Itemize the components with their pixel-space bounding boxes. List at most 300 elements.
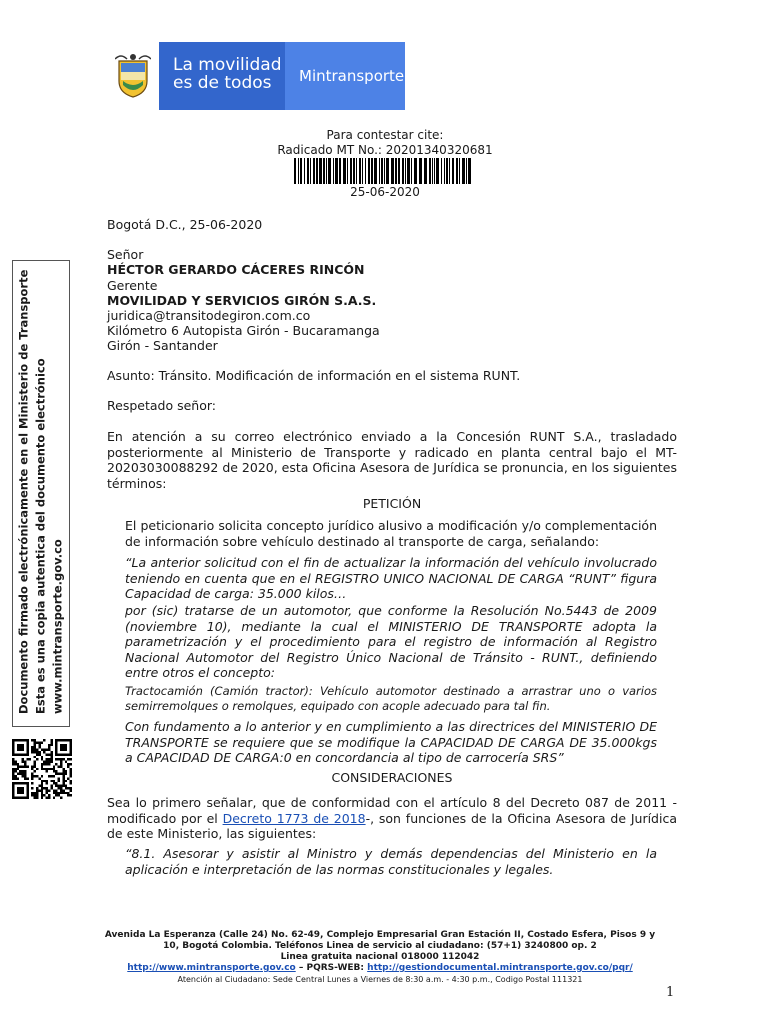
- qr-module: [65, 773, 67, 775]
- cite-date: 25-06-2020: [350, 185, 420, 199]
- qr-module: [53, 797, 55, 799]
- qr-module: [67, 763, 69, 765]
- qr-module: [12, 758, 14, 760]
- barcode-bar: [446, 158, 448, 184]
- barcode-bar: [432, 158, 433, 184]
- qr-module: [58, 773, 60, 775]
- consideraciones-heading: CONSIDERACIONES: [331, 770, 453, 785]
- barcode-bar: [414, 158, 417, 184]
- qr-module: [41, 758, 43, 760]
- qr-module: [31, 775, 33, 777]
- qr-module: [41, 787, 43, 789]
- barcode-bar: [313, 158, 315, 184]
- qr-module: [34, 761, 36, 763]
- qr-module: [26, 758, 28, 760]
- recipient-email: juridica@transitodegiron.com.co: [107, 308, 311, 323]
- qr-module: [43, 787, 45, 789]
- barcode-bar: [319, 158, 322, 184]
- barcode-bar: [419, 158, 422, 184]
- qr-module: [53, 775, 55, 777]
- qr-module: [67, 758, 69, 760]
- qr-module: [48, 758, 50, 760]
- qr-module: [31, 773, 33, 775]
- qr-module: [34, 739, 36, 741]
- qr-module: [34, 746, 36, 748]
- qr-module: [38, 741, 40, 743]
- qr-module: [67, 794, 69, 796]
- qr-module: [48, 768, 50, 770]
- qr-module: [31, 751, 33, 753]
- barcode-bar: [368, 158, 370, 184]
- qr-module: [31, 768, 33, 770]
- barcode-bar: [316, 158, 318, 184]
- qr-module: [38, 746, 40, 748]
- barcode-bar: [411, 158, 412, 184]
- qr-module: [55, 773, 57, 775]
- qr-module: [14, 763, 16, 765]
- qr-module: [12, 775, 14, 777]
- subject: Asunto: Tránsito. Modificación de información en el sistema RUNT.: [107, 368, 521, 383]
- qr-module: [50, 758, 52, 760]
- consid-text-1: Sea lo primero señalar, que de conformidad con el artículo 8 del Decreto 087 de 2011 -modificado por el: [107, 795, 677, 826]
- greeting: Respetado señor:: [107, 398, 216, 413]
- stamp-line-2: Esta es una copia autentica del documento electrónico: [33, 357, 48, 714]
- website-link[interactable]: http://www.mintransporte.gov.co: [127, 963, 296, 973]
- qr-module: [19, 770, 21, 772]
- barcode-bar: [310, 158, 311, 184]
- qr-module: [17, 773, 19, 775]
- qr-module: [17, 763, 19, 765]
- quote-1: “La anterior solicitud con el fin de actualizar la información del vehículo involucrado teniendo en cuenta que en el REGISTRO UNICO NACIONAL DE CARGA “RUNT” figura Capacidad de carga: 35.000 kilos…: [125, 555, 657, 601]
- qr-module: [36, 741, 38, 743]
- qr-module: [17, 765, 19, 767]
- qr-module: [29, 758, 31, 760]
- qr-module: [50, 741, 52, 743]
- qr-module: [60, 792, 62, 794]
- qr-module: [46, 768, 48, 770]
- barcode-bar: [353, 158, 355, 184]
- qr-module: [36, 797, 38, 799]
- stamp-line-1: Documento firmado electrónicamente en el Ministerio de Transporte: [16, 269, 31, 714]
- qr-module: [70, 787, 72, 789]
- qr-module: [48, 761, 50, 763]
- qr-module: [60, 789, 62, 791]
- qr-module: [31, 794, 33, 796]
- barcode-bar: [350, 158, 352, 184]
- qr-module: [46, 787, 48, 789]
- footer-phone: Linea gratuita nacional 018000 112042: [280, 952, 480, 962]
- qr-module: [14, 775, 16, 777]
- qr-module: [24, 763, 26, 765]
- recipient-company: MOVILIDAD Y SERVICIOS GIRÓN S.A.S.: [107, 293, 377, 308]
- qr-module: [31, 787, 33, 789]
- barcode-bar: [356, 158, 357, 184]
- qr-module: [50, 739, 52, 741]
- barcode-bar: [395, 158, 397, 184]
- qr-module: [48, 794, 50, 796]
- qr-module: [22, 773, 24, 775]
- qr-module: [58, 785, 60, 787]
- place-date: Bogotá D.C., 25-06-2020: [107, 217, 263, 232]
- barcode-bar: [298, 158, 299, 184]
- footer-links: [100, 963, 660, 974]
- qr-module: [65, 785, 67, 787]
- barcode-bar: [407, 158, 410, 184]
- qr-module: [70, 794, 72, 796]
- barcode-bar: [466, 158, 467, 184]
- qr-module: [58, 787, 60, 789]
- qr-module: [36, 775, 38, 777]
- qr-module: [60, 797, 62, 799]
- brand-name: Mintransporte: [285, 42, 405, 110]
- qr-module: [17, 744, 24, 751]
- barcode-bar: [405, 158, 406, 184]
- barcode-bar: [335, 158, 338, 184]
- qr-module: [22, 775, 24, 777]
- qr-module: [65, 787, 67, 789]
- qr-module: [38, 785, 40, 787]
- qr-module: [65, 770, 67, 772]
- qr-module: [62, 770, 64, 772]
- footer-address-1: Avenida La Esperanza (Calle 24) No. 62-49, Complejo Empresarial Gran Estación II, Costado Esfera, Pisos 9 y: [104, 930, 656, 940]
- qr-module: [17, 787, 24, 794]
- qr-module: [36, 787, 38, 789]
- qr-module: [24, 761, 26, 763]
- qr-module: [58, 758, 60, 760]
- qr-module: [24, 770, 26, 772]
- qr-module: [50, 744, 52, 746]
- qr-module: [24, 775, 26, 777]
- qr-module: [46, 753, 48, 755]
- qr-module: [43, 780, 45, 782]
- qr-module: [50, 775, 52, 777]
- qr-module: [19, 773, 21, 775]
- qr-module: [50, 787, 52, 789]
- slogan-box: [159, 42, 285, 110]
- qr-module: [60, 773, 62, 775]
- qr-module: [24, 765, 26, 767]
- qr-module: [48, 753, 50, 755]
- quote-2: por (sic) tratarse de un automotor, que conforme la Resolución No.5443 de 2009 (noviembre 10), mediante la cual el MINISTERIO DE TRANSPORTE adopta la parametrización y el procedimiento para el registro de información al Registro Nacional Automotor del Registro Único Nacional de Tránsito - RUNT., definiendo entre otros el concepto:: [125, 603, 657, 680]
- qr-module: [55, 758, 57, 760]
- qr-module: [62, 792, 64, 794]
- qr-module: [41, 794, 43, 796]
- barcode-bar: [452, 158, 454, 184]
- radicado-number: Radicado MT No.: 20201340320681: [277, 143, 493, 157]
- barcode-bar: [374, 158, 377, 184]
- qr-module: [70, 780, 72, 782]
- barcode-bar: [359, 158, 361, 184]
- qr-module: [12, 763, 14, 765]
- colombia-coat-of-arms-icon: [107, 42, 159, 110]
- qr-module: [22, 765, 24, 767]
- qr-module: [41, 765, 43, 767]
- quote-3: Tractocamión (Camión tractor): Vehículo automotor destinado a arrastrar uno o varios semirremolques o remolques, equipado con acople adecuado para tal fin.: [125, 684, 657, 713]
- qr-module: [36, 789, 38, 791]
- qr-module: [60, 765, 62, 767]
- qr-module: [50, 780, 52, 782]
- qr-module: [46, 789, 48, 791]
- qr-module: [41, 792, 43, 794]
- qr-module: [36, 751, 38, 753]
- peticion-heading: PETICIÓN: [362, 496, 422, 511]
- qr-module: [53, 780, 55, 782]
- qr-module: [12, 761, 14, 763]
- barcode-bar: [307, 158, 309, 184]
- qr-module: [41, 749, 43, 751]
- qr-module: [12, 777, 14, 779]
- qr-module: [50, 785, 52, 787]
- qr-module: [62, 789, 64, 791]
- stamp-line-3: www.mintransporte.gov.co: [50, 538, 65, 714]
- barcode-bar: [468, 158, 471, 184]
- qr-module: [70, 763, 72, 765]
- pqrs-link[interactable]: http://gestiondocumental.mintransporte.gov.co/pqr/: [367, 963, 633, 973]
- barcode-bar: [441, 158, 442, 184]
- qr-module: [60, 758, 62, 760]
- qr-module: [58, 777, 60, 779]
- qr-module: [55, 789, 57, 791]
- qr-module: [41, 789, 43, 791]
- qr-module: [22, 770, 24, 772]
- qr-module: [34, 794, 36, 796]
- qr-module: [46, 758, 48, 760]
- qr-module: [41, 797, 43, 799]
- barcode-bar: [326, 158, 327, 184]
- page-number: 1: [666, 985, 675, 1000]
- qr-module: [31, 777, 33, 779]
- qr-module: [62, 782, 64, 784]
- qr-module: [38, 789, 40, 791]
- qr-module: [48, 797, 50, 799]
- qr-module: [38, 744, 40, 746]
- qr-module: [62, 768, 64, 770]
- qr-module: [22, 761, 24, 763]
- qr-module: [53, 770, 55, 772]
- footer: [100, 930, 660, 985]
- qr-module: [43, 761, 45, 763]
- electronic-signature-stamp: [12, 260, 70, 727]
- qr-module: [46, 782, 48, 784]
- recipient-city: Girón - Santander: [107, 338, 218, 353]
- qr-module: [53, 789, 55, 791]
- barcode-bar: [398, 158, 400, 184]
- qr-module: [41, 741, 43, 743]
- qr-module: [43, 794, 45, 796]
- qr-module: [34, 741, 36, 743]
- qr-module: [38, 751, 40, 753]
- qr-module: [41, 756, 43, 758]
- barcode-bar: [328, 158, 331, 184]
- qr-module: [65, 780, 67, 782]
- quote-5: “8.1. Asesorar y asistir al Ministro y demás dependencias del Ministerio en la aplicación e interpretación de las normas constitucionales y legales.: [125, 846, 657, 877]
- qr-module: [34, 792, 36, 794]
- footer-address-2: 10, Bogotá Colombia. Teléfonos Linea de servicio al ciudadano: (57+1) 3240800 op. 2: [163, 941, 597, 951]
- qr-module: [48, 744, 50, 746]
- qr-module: [34, 749, 36, 751]
- qr-module: [46, 749, 48, 751]
- qr-module: [34, 775, 36, 777]
- qr-module: [48, 789, 50, 791]
- qr-module: [12, 773, 14, 775]
- qr-module: [43, 763, 45, 765]
- barcode-bar: [347, 158, 348, 184]
- decreto-link[interactable]: Decreto 1773 de 2018: [222, 810, 366, 826]
- qr-module: [38, 753, 40, 755]
- qr-module: [17, 777, 19, 779]
- qr-module: [41, 775, 43, 777]
- stamp-text: [16, 269, 67, 714]
- qr-module: [22, 758, 24, 760]
- qr-module: [55, 782, 57, 784]
- qr-module: [55, 785, 57, 787]
- barcode-bar: [379, 158, 380, 184]
- qr-module: [26, 765, 28, 767]
- qr-module: [58, 765, 60, 767]
- qr-module: [48, 763, 50, 765]
- qr-module: [58, 780, 60, 782]
- qr-module: [14, 761, 16, 763]
- recipient-address: Kilómetro 6 Autopista Girón - Bucaramanga: [107, 323, 380, 338]
- barcode-bar: [294, 158, 296, 184]
- cite-label: Para contestar cite:: [326, 128, 444, 142]
- qr-module: [46, 770, 48, 772]
- qr-module: [50, 753, 52, 755]
- recipient-role: Gerente: [107, 278, 158, 293]
- barcode-bar: [362, 158, 363, 184]
- qr-module: [34, 744, 36, 746]
- qr-module: [34, 763, 36, 765]
- qr-module: [36, 768, 38, 770]
- slogan-line-1: La movilidad: [173, 55, 282, 75]
- barcode-bar: [434, 158, 435, 184]
- qr-module: [14, 768, 16, 770]
- qr-module: [62, 785, 64, 787]
- peticion-paragraph: El peticionario solicita concepto jurídico alusivo a modificación y/o complementación de información sobre vehículo destinado al transporte de carga, señalando:: [125, 518, 657, 549]
- qr-module: [46, 792, 48, 794]
- barcode-bar: [449, 158, 450, 184]
- qr-module: [53, 782, 55, 784]
- qr-module: [24, 773, 26, 775]
- qr-module: [43, 751, 45, 753]
- qr-module: [43, 739, 45, 741]
- qr-module: [48, 775, 50, 777]
- qr-module: [65, 761, 67, 763]
- intro-paragraph: En atención a su correo electrónico enviado a la Concesión RUNT S.A., trasladado posteriormente al Ministerio de Transporte y radicado en planta central bajo el MT-20203030088292 de 2020, esta Oficina Asesora de Jurídica se pronuncia, en los siguientes términos:: [107, 429, 678, 491]
- barcode-bar: [339, 158, 341, 184]
- barcode-bar: [386, 158, 389, 184]
- qr-module: [60, 761, 62, 763]
- salutation: Señor: [107, 247, 144, 262]
- qr-module: [36, 794, 38, 796]
- mintransporte-logo: [107, 42, 405, 110]
- barcode-bar: [381, 158, 383, 184]
- qr-module: [41, 782, 43, 784]
- barcode-bar: [365, 158, 366, 184]
- qr-module: [67, 765, 69, 767]
- barcode-bar: [384, 158, 385, 184]
- barcode-bar: [462, 158, 465, 184]
- qr-module: [60, 744, 67, 751]
- qr-module: [62, 775, 64, 777]
- qr-module: [62, 780, 64, 782]
- qr-module: [19, 765, 21, 767]
- qr-module: [41, 780, 43, 782]
- qr-module: [48, 749, 50, 751]
- qr-module: [62, 758, 64, 760]
- qr-module: [36, 753, 38, 755]
- barcode-bar: [424, 158, 427, 184]
- qr-module: [60, 763, 62, 765]
- qr-module: [46, 761, 48, 763]
- barcode-bar: [343, 158, 346, 184]
- barcode-bar: [304, 158, 305, 184]
- qr-module: [41, 768, 43, 770]
- qr-module: [46, 763, 48, 765]
- qr-module: [48, 746, 50, 748]
- qr-module: [70, 782, 72, 784]
- slogan-line-2: es de todos: [173, 73, 272, 93]
- barcode-bar: [444, 158, 445, 184]
- qr-module: [34, 797, 36, 799]
- qr-module: [43, 749, 45, 751]
- qr-module: [34, 751, 36, 753]
- qr-module: [70, 768, 72, 770]
- recipient-name: HÉCTOR GERARDO CÁCERES RINCÓN: [107, 262, 365, 277]
- barcode-bar: [300, 158, 302, 184]
- qr-module: [36, 749, 38, 751]
- qr-module: [70, 775, 72, 777]
- barcode-bar: [323, 158, 325, 184]
- qr-module: [31, 739, 33, 741]
- qr-module: [65, 792, 67, 794]
- qr-module: [34, 765, 36, 767]
- qr-module: [50, 751, 52, 753]
- qr-module: [31, 765, 33, 767]
- barcode-bar: [333, 158, 334, 184]
- qr-module: [46, 797, 48, 799]
- barcode: [294, 158, 476, 184]
- qr-module: [62, 773, 64, 775]
- qr-module: [43, 768, 45, 770]
- qr-module: [31, 782, 33, 784]
- qr-module: [38, 777, 40, 779]
- qr-module: [67, 777, 69, 779]
- footer-hours: Atención al Ciudadano: Sede Central Lunes a Viernes de 8:30 a.m. - 4:30 p.m., Codigo Postal 111321: [177, 975, 583, 984]
- qr-module: [34, 770, 36, 772]
- qr-module: [53, 765, 55, 767]
- qr-module: [53, 768, 55, 770]
- qr-module: [53, 792, 55, 794]
- barcode-bar: [456, 158, 458, 184]
- qr-module: [41, 785, 43, 787]
- qr-module: [70, 770, 72, 772]
- barcode-bar: [436, 158, 439, 184]
- qr-module: [50, 756, 52, 758]
- qr-module: [50, 761, 52, 763]
- qr-module: [41, 763, 43, 765]
- qr-module: [60, 785, 62, 787]
- qr-module: [62, 777, 64, 779]
- qr-module: [34, 756, 36, 758]
- qr-module: [67, 792, 69, 794]
- qr-module: [67, 787, 69, 789]
- qr-module: [70, 773, 72, 775]
- qr-module: [70, 758, 72, 760]
- qr-module: [14, 777, 16, 779]
- qr-module: [55, 763, 57, 765]
- consid-text-2: -, son funciones de la Oficina Asesora de Jurídica de este Ministerio, las siguientes:: [107, 810, 677, 841]
